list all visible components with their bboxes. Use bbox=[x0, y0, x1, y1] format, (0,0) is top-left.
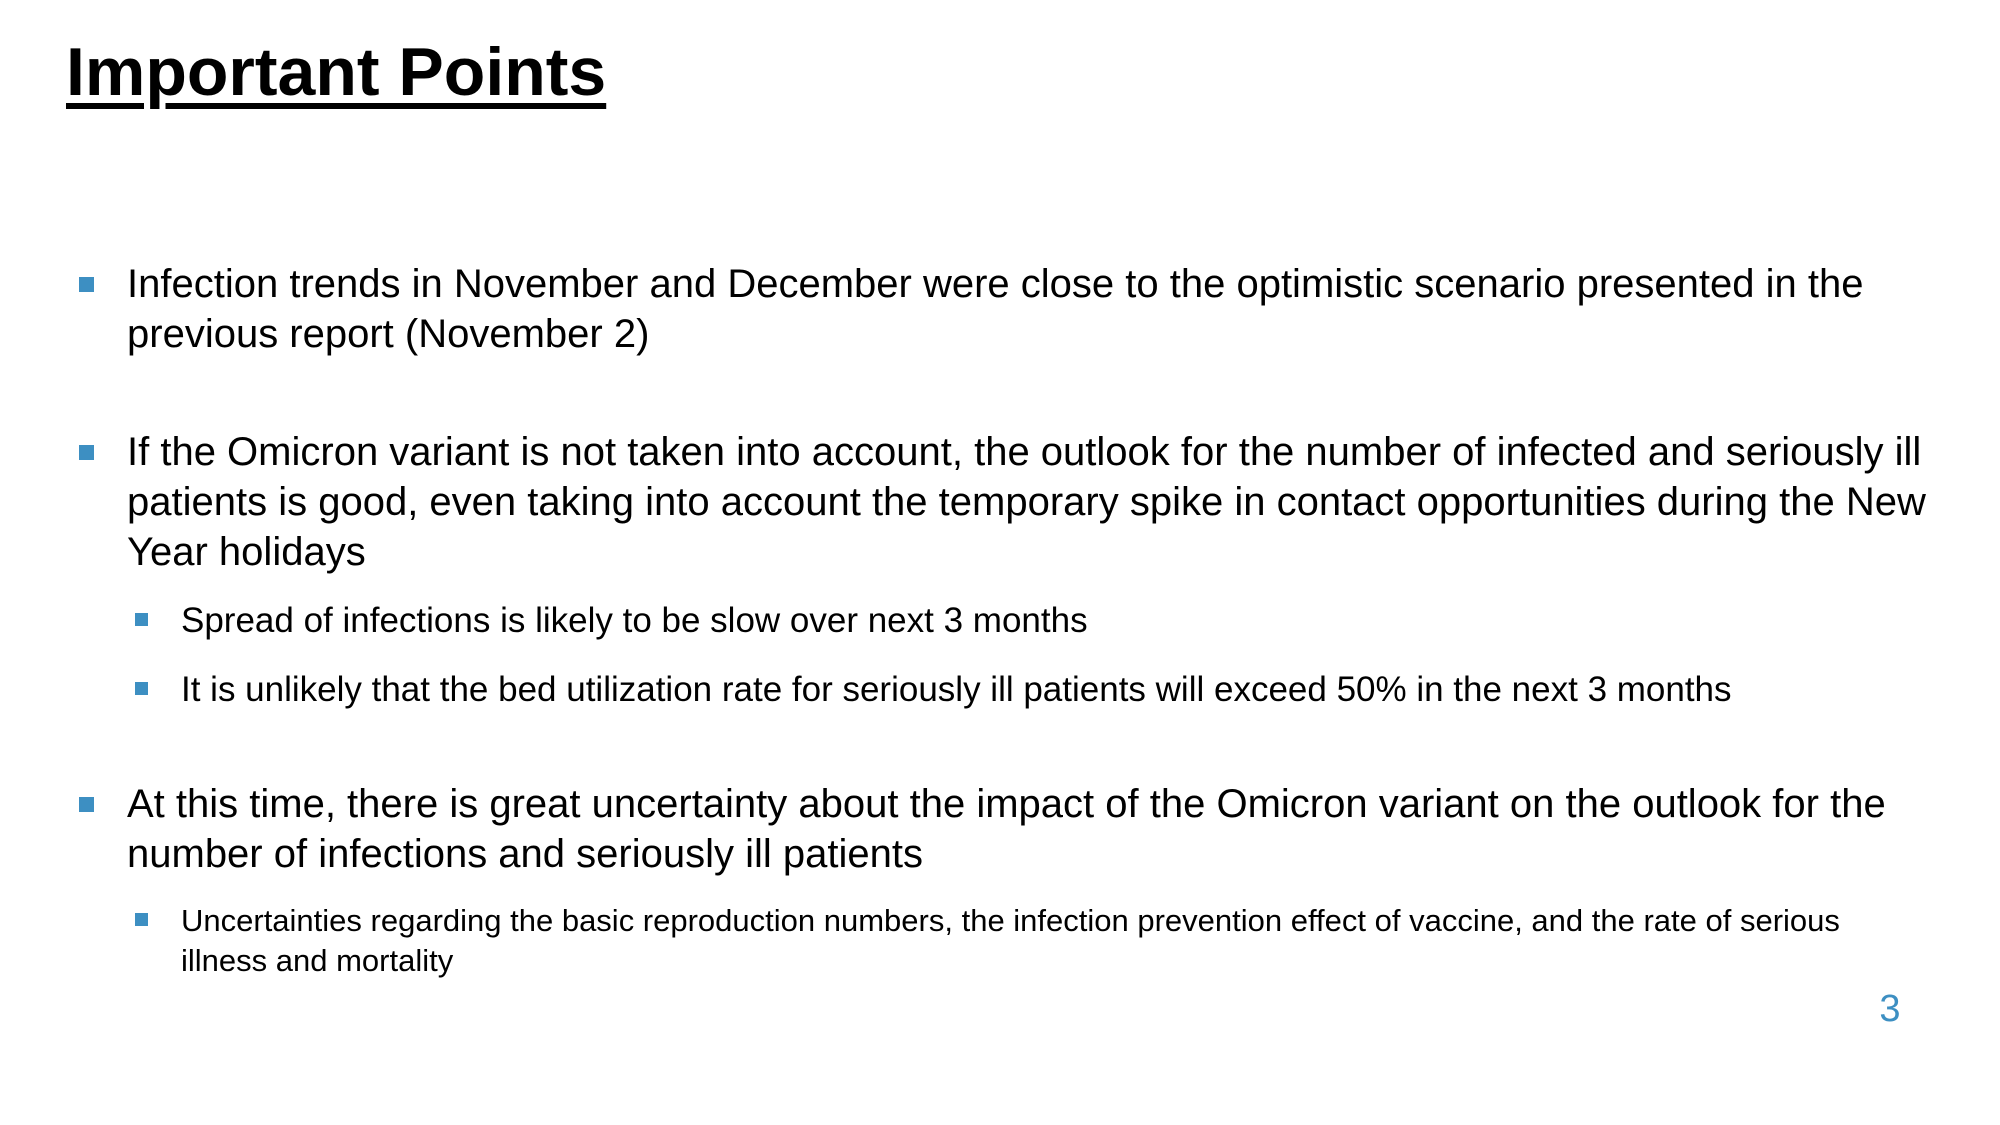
page-number: 3 bbox=[1879, 988, 1901, 1030]
square-bullet-icon bbox=[135, 682, 148, 695]
bullet-item bbox=[127, 779, 1987, 879]
bullet-item bbox=[127, 259, 1987, 359]
square-bullet-icon bbox=[135, 913, 148, 926]
square-bullet-icon bbox=[79, 445, 94, 460]
square-bullet-icon bbox=[79, 797, 94, 812]
sub-bullet-item bbox=[181, 599, 1981, 643]
bullet-text: At this time, there is great uncertainty about the impact of the Omicron variant on the outlook for the number of infections and seriously ill patients bbox=[127, 782, 1886, 876]
sub-bullet-text: Spread of infections is likely to be slow over next 3 months bbox=[181, 601, 1088, 640]
bullet-text: If the Omicron variant is not taken into account, the outlook for the number of infected and seriously ill patients is good, even taking into account the temporary spike in contact opportunities during the New Year holidays bbox=[127, 430, 1926, 574]
sub-bullet-item bbox=[181, 901, 1901, 981]
square-bullet-icon bbox=[135, 613, 148, 626]
sub-bullet-text: It is unlikely that the bed utilization rate for seriously ill patients will exceed 50% in the next 3 months bbox=[181, 670, 1732, 709]
sub-bullet-item bbox=[181, 668, 1981, 712]
sub-bullet-text: Uncertainties regarding the basic reproduction numbers, the infection prevention effect of vaccine, and the rate of serious illness and mortality bbox=[181, 903, 1840, 978]
bullet-item bbox=[127, 427, 1987, 577]
square-bullet-icon bbox=[79, 277, 94, 292]
bullet-text: Infection trends in November and December were close to the optimistic scenario presented in the previous report (November 2) bbox=[127, 262, 1864, 356]
slide-title: Important Points bbox=[66, 34, 607, 110]
